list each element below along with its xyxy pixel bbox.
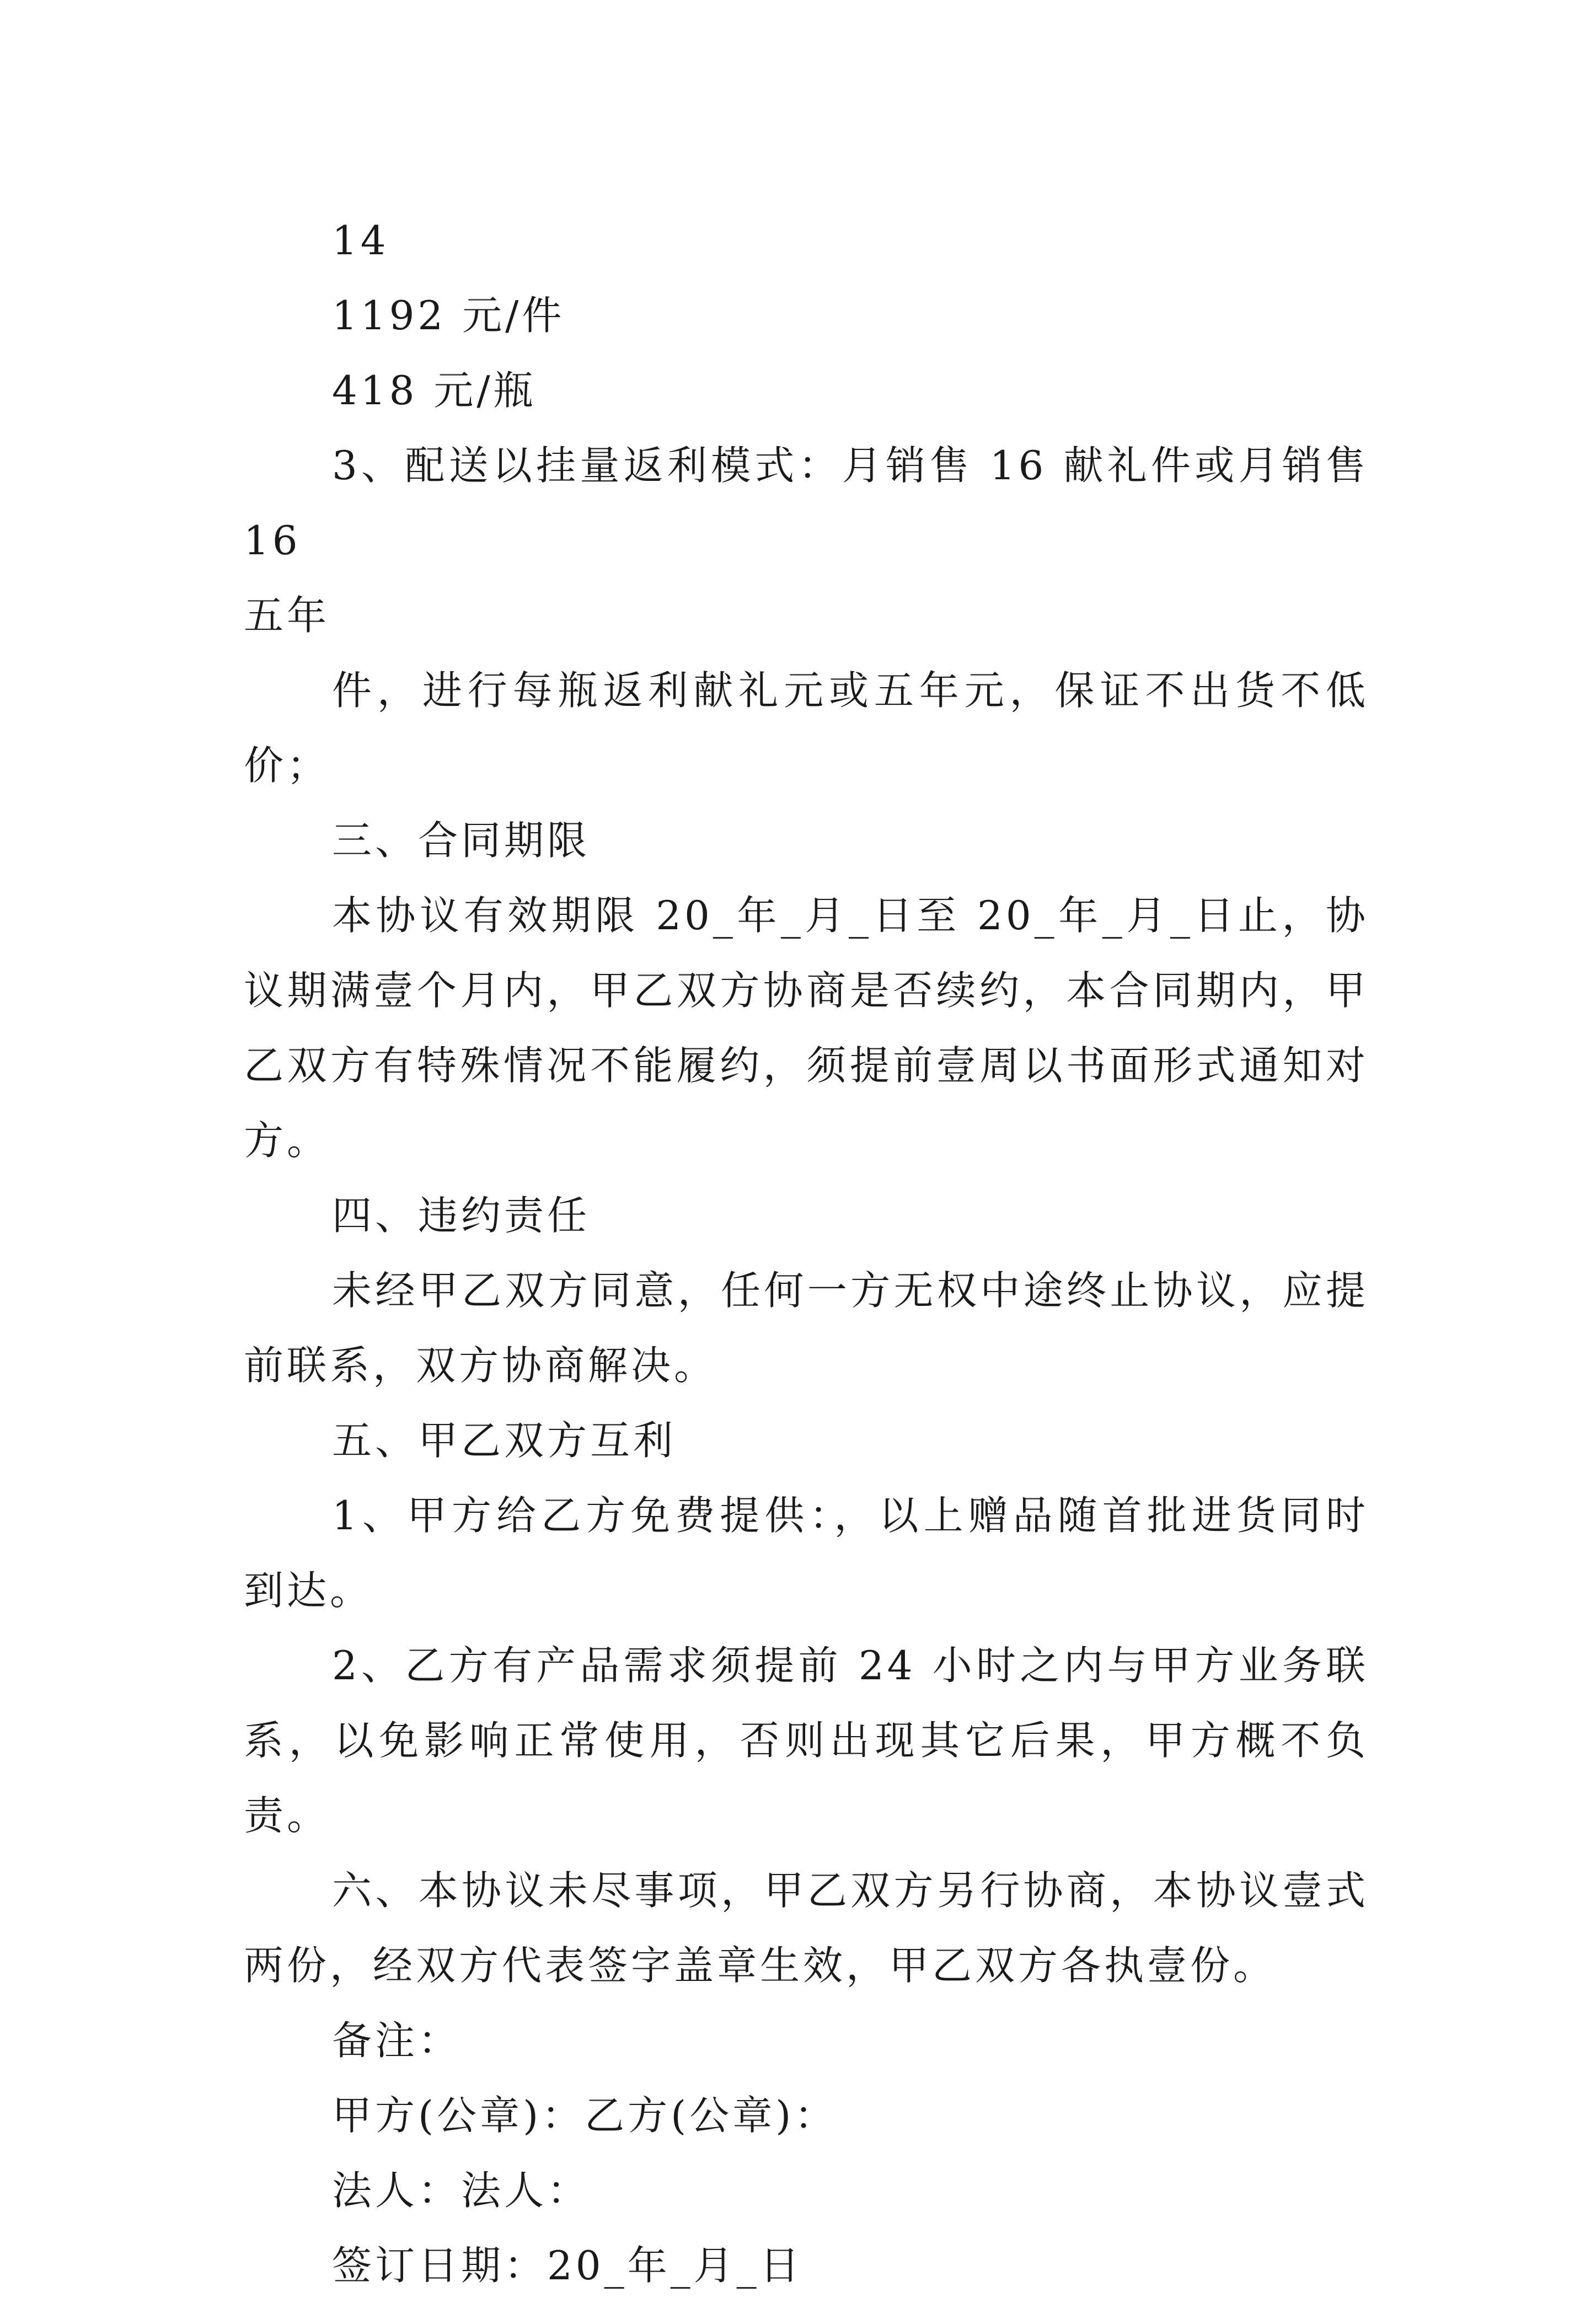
section-heading-breach-liability: 四、违约责任 [332,1192,591,1239]
clause-3-rebate-mode: 3、配送以挂量返利模式：月销售 16 献礼件或月销售 16 [244,442,1369,564]
document-body [244,203,1369,2303]
paragraph-breach-liability: 未经甲乙双方同意，任何一方无权中途终止协议，应提前联系，双方协商解决。 [244,1267,1369,1389]
section-heading-mutual-benefit: 五、甲乙双方互利 [332,1417,677,1464]
seal-line: 甲方(公章)：乙方(公章)： [332,2092,838,2139]
paragraph-contract-term: 本协议有效期限 20_年_月_日至 20_年_月_日止，协议期满壹个月内，甲乙双方协商是否续约，本合同期内，甲乙双方有特殊情况不能履约，须提前壹周以书面形式通知对方。 [244,892,1369,1164]
signing-date-line: 签订日期：20_年_月_日 [332,2242,803,2289]
section-heading-contract-term: 三、合同期限 [332,817,591,864]
paragraph-benefit-1: 1、甲方给乙方免费提供：，以上赠品随首批进货同时到达。 [244,1492,1369,1614]
paragraph-section-6: 六、本协议未尽事项，甲乙双方另行协商，本协议壹式两份，经双方代表签字盖章生效，甲乙双方各执壹份。 [244,1867,1369,1989]
text-line-quantity: 14 [332,217,389,264]
clause-3-rebate-terms: 件，进行每瓶返利献礼元或五年元，保证不出货不低价； [244,667,1369,789]
legal-person-line: 法人：法人： [332,2167,591,2214]
text-line-price-per-case: 1192 元/件 [332,292,565,339]
text-line-price-per-bottle: 418 元/瓶 [332,367,537,414]
remarks-label: 备注： [332,2017,462,2064]
paragraph-benefit-2: 2、乙方有产品需求须提前 24 小时之内与甲方业务联系，以免影响正常使用，否则出现其它后果，甲方概不负责。 [244,1642,1369,1839]
clause-3-continuation: 五年 [244,592,330,639]
